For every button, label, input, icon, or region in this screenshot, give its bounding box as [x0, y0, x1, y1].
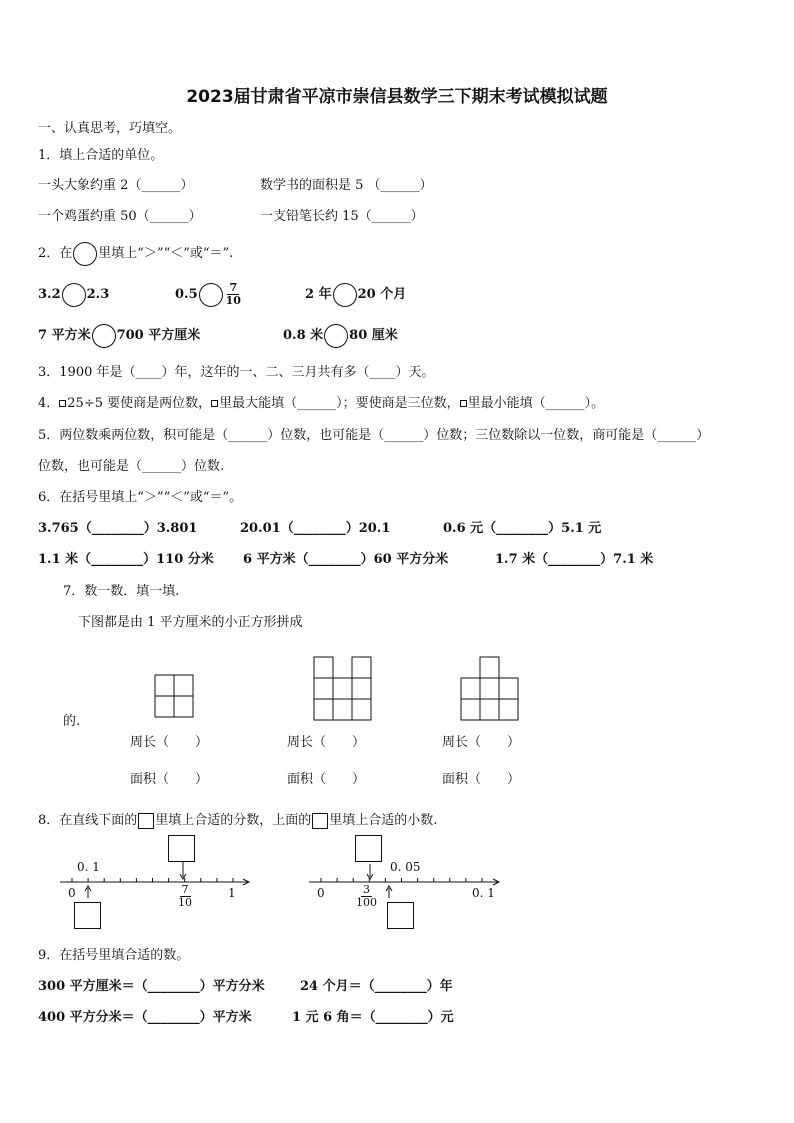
label-left-top: 0. 1: [77, 860, 100, 874]
question-6-item-c: 0.6 元（________）5.1 元: [443, 521, 602, 536]
label-right-zero: 0: [317, 886, 325, 900]
figure-3-area: 面积（ ）: [442, 772, 521, 787]
question-6-item-f: 1.7 米（________）7.1 米: [495, 552, 654, 567]
square-icon: [312, 813, 328, 829]
question-1-item-b: 数学书的面积是 5 （______）: [260, 178, 433, 193]
question-1-item-c: 一个鸡蛋约重 50（______）: [38, 209, 202, 224]
question-3: 3．1900 年是（____）年，这年的一、二、三月共有多（____）天。: [38, 365, 435, 380]
compare-left: 3.2: [38, 287, 61, 302]
square-icon: [460, 400, 467, 407]
question-9-item-b: 24 个月＝（________）年: [300, 979, 453, 994]
fraction: $\frac{7}{10}$: [225, 281, 241, 307]
question-9-item-c: 400 平方分米＝（________）平方米: [38, 1010, 252, 1025]
question-6-item-e: 6 平方米（________）60 平方分米: [243, 552, 449, 567]
figure-2-grid: [314, 657, 371, 720]
label-right-end: 0. 1: [472, 886, 495, 900]
compare-right: 2.3: [86, 287, 110, 302]
label-right-top: 0. 05: [390, 860, 421, 874]
question-2-item-d: [38, 322, 200, 350]
compare-left: 2 年: [305, 287, 332, 302]
figure-3-perimeter: 周长（ ）: [442, 735, 521, 750]
figure-1-area: 面积（ ）: [130, 772, 209, 787]
label-right-fraction: $\frac{3}{100}$: [356, 883, 377, 909]
question-5-line-1: 5．两位数乘两位数，积可能是（______）位数，也可能是（______）位数；三位数除以一位数，商可能是（______）: [38, 428, 710, 443]
question-6-item-a: 3.765（________）3.801: [38, 521, 198, 536]
question-9-item-d: 1 元 6 角＝（________）元: [292, 1010, 454, 1025]
answer-box-right-bottom[interactable]: [387, 902, 414, 929]
figure-1-perimeter: 周长（ ）: [130, 735, 209, 750]
question-2-post: 里填上“＞”“＜”或“＝”.: [98, 246, 234, 261]
label-left-one: 1: [228, 886, 236, 900]
question-2-item-a: [38, 281, 109, 309]
question-1-heading: 1．填上合适的单位。: [38, 148, 164, 163]
answer-circle[interactable]: [92, 324, 116, 348]
question-7-description: 下图都是由 1 平方厘米的小正方形拼成: [78, 615, 303, 630]
square-icon: [138, 813, 154, 829]
question-9-heading: 9．在括号里填合适的数。: [38, 948, 190, 963]
question-2-pre: 2．在: [38, 246, 73, 261]
answer-circle[interactable]: [199, 283, 223, 307]
question-4: 4． 25÷5 要使商是两位数， 里最大能填（______）；要使商是三位数， 里最小能填（______）。: [38, 396, 605, 411]
section-heading: 一、认真思考，巧填空。: [38, 121, 182, 136]
figure-1-grid: [155, 675, 193, 717]
question-6-item-d: 1.1 米（________）110 分米: [38, 552, 214, 567]
square-icon: [59, 400, 66, 407]
question-7-suffix: 的.: [63, 714, 81, 729]
compare-right: 700 平方厘米: [116, 328, 201, 343]
compare-left: 7 平方米: [38, 328, 91, 343]
compare-right: 80 厘米: [349, 328, 398, 343]
compare-left: 0.8 米: [283, 328, 324, 343]
answer-box-left-top[interactable]: [168, 835, 195, 862]
figure-2-area: 面积（ ）: [287, 772, 366, 787]
square-icon: [211, 400, 218, 407]
question-2-item-e: [283, 322, 398, 350]
question-1-item-d: 一支铅笔长约 15（______）: [260, 209, 424, 224]
question-9-item-a: 300 平方厘米＝（________）平方分米: [38, 979, 265, 994]
compare-left: 0.5: [175, 287, 198, 302]
label-left-zero: 0: [68, 886, 76, 900]
question-2-heading: [38, 241, 233, 267]
label-left-fraction: $\frac{7}{10}$: [178, 883, 192, 909]
question-2-item-c: [305, 281, 406, 309]
figure-3-grid: [461, 657, 518, 720]
question-6-heading: 6．在括号里填上“＞”“＜”或“＝”。: [38, 490, 243, 505]
circle-icon: [73, 242, 97, 266]
answer-circle[interactable]: [333, 283, 357, 307]
question-5-line-2: 位数，也可能是（______）位数.: [38, 459, 225, 474]
answer-circle[interactable]: [324, 324, 348, 348]
figure-2-perimeter: 周长（ ）: [287, 735, 366, 750]
question-6-item-b: 20.01（________）20.1: [240, 521, 391, 536]
page-title: 2023届甘肃省平凉市崇信县数学三下期末考试模拟试题: [186, 87, 608, 107]
answer-circle[interactable]: [62, 283, 86, 307]
answer-box-left-bottom[interactable]: [74, 902, 101, 929]
compare-right: 20 个月: [357, 287, 407, 302]
question-1-item-a: 一头大象约重 2（______）: [38, 178, 194, 193]
question-7-heading: 7．数一数．填一填.: [63, 584, 180, 599]
answer-box-right-top[interactable]: [355, 835, 382, 862]
question-2-item-b: [175, 281, 241, 309]
question-8-heading: 8．在直线下面的 里填上合适的分数，上面的 里填上合适的小数.: [38, 813, 438, 828]
